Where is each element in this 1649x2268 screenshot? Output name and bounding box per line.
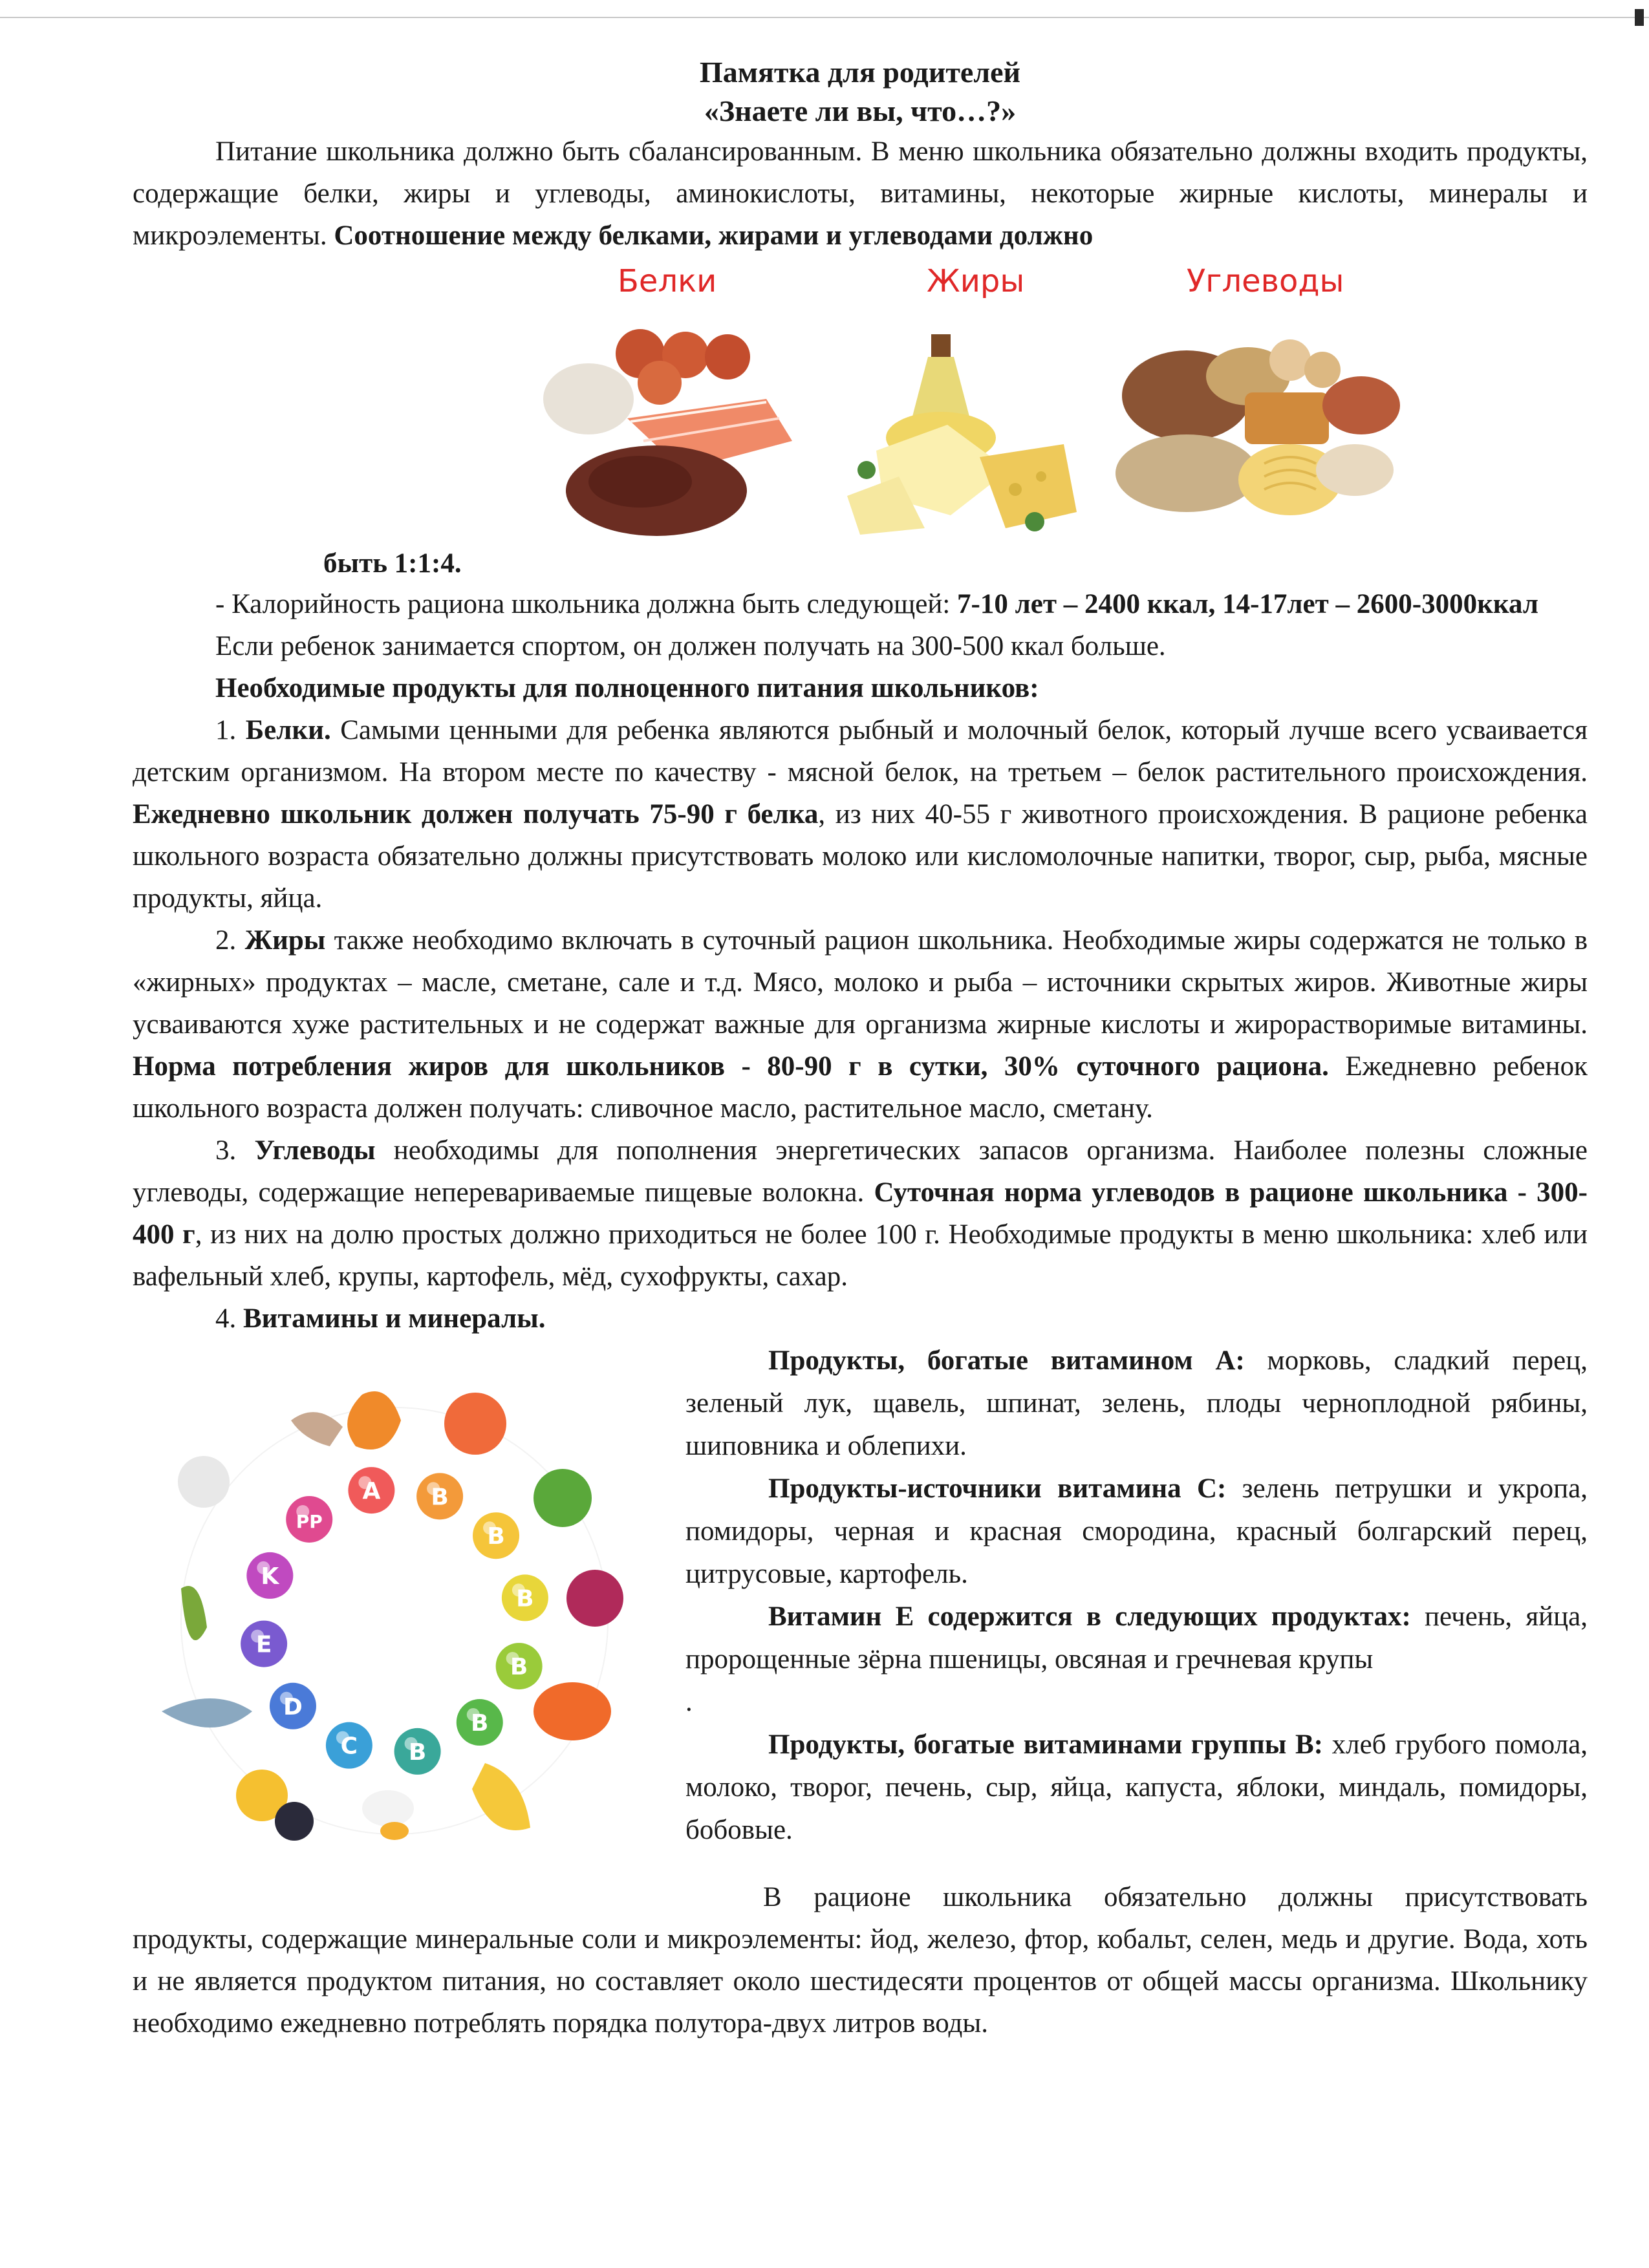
fats-food-image	[821, 321, 1093, 544]
vitamin-badge-letter: PP	[296, 1510, 323, 1532]
food-labels-row	[133, 257, 1588, 321]
scan-corner-mark	[1635, 9, 1644, 26]
vitamin-badge	[246, 1552, 293, 1599]
vitamin-a-paragraph: Продукты, богатые витамином А: морковь, сладкий перец, зеленый лук, щавель, шпинат, зелень, плоды черноплодной рябины, шиповника и облепихи.	[685, 1345, 1588, 1461]
minerals-paragraph: В рационе школьника обязательно должны присутствовать продукты, содержащие минеральные соли и микроэлементы: йод, железо, фтор, кобальт, селен, медь и другие. Вода, хоть и не является продуктом питания, но составляет около шестидесяти процентов от общей массы организма. Школьнику необходимо ежедневно потреблять порядка полутора-двух литров воды.	[133, 1882, 1588, 2038]
section-vitamins-heading: 4. Витамины и минералы.	[215, 1303, 546, 1334]
section-carbs: 3. Углеводы необходимы для пополнения энергетических запасов организма. Наиболее полезны сложные углеводы, содержащие неперевариваемые пищевые волокна. Суточная норма углеводов в рационе школьника - 300-400 г, из них на долю простых должно приходиться не более 100 г. Необходимые продукты в меню школьника: хлеб или вафельный хлеб, крупы, картофель, мёд, сухофрукты, сахар.	[133, 1135, 1588, 1292]
sport-paragraph: Если ребенок занимается спортом, он должен получать на 300-500 ккал больше.	[215, 631, 1166, 661]
vitamin-badge-letter: B	[471, 1710, 489, 1737]
label-proteins: Белки	[618, 263, 717, 299]
section-fats: 2. Жиры также необходимо включать в суточный рацион школьника. Необходимые жиры содержатся не только в «жирных» продуктах – масле, сметане, сале и т.д. Мясо, молоко и рыба – источники скрытых жиров. Животные жиры усваиваются хуже растительных и не содержат важные для организма жирные кислоты и жирорастворимые витамины. Норма потребления жиров для школьников - 80-90 г в сутки, 30% суточного рациона. Ежедневно ребенок школьного возраста должен получать: сливочное масло, растительное масло, сметану.	[133, 925, 1588, 1124]
vitamin-badge-letter: D	[283, 1693, 303, 1720]
intro-paragraph: Питание школьника должно быть сбалансированным. В меню школьника обязательно должны входить продукты, содержащие белки, жиры и углеводы, аминокислоты, витамины, некоторые жирные кислоты, минералы и микроэлементы. Соотношение между белками, жирами и углеводами должно	[133, 136, 1588, 251]
vitamin-badge-letter: B	[431, 1484, 449, 1511]
products-heading: Необходимые продукты для полноценного питания школьников:	[215, 673, 1039, 703]
vitamin-badge-letter: B	[510, 1654, 528, 1681]
label-fats: Жиры	[927, 263, 1025, 299]
vitamin-badge-letter: C	[340, 1733, 358, 1760]
scan-top-border	[0, 17, 1649, 18]
vitamin-b-paragraph: Продукты, богатые витаминами группы В: хлеб грубого помола, молоко, творог, печень, сыр, яйца, капуста, яблоки, миндаль, помидоры, бобовые.	[685, 1729, 1588, 1845]
vitamin-badge	[270, 1683, 316, 1729]
vitamin-badge	[241, 1621, 287, 1667]
vitamin-badge	[473, 1512, 519, 1559]
document-title: Памятка для родителей	[699, 56, 1021, 89]
vitamin-badges	[241, 1467, 548, 1775]
calories-paragraph: - Калорийность рациона школьника должна быть следующей: 7-10 лет – 2400 ккал, 14-17лет – 2600-3000ккал	[215, 589, 1538, 619]
vitamin-badge-letter: B	[516, 1585, 534, 1612]
vitamin-e-paragraph: Витамин Е содержится в следующих продуктах: печень, яйца, пророщенные зёрна пшеницы, овсяная и гречневая крупы	[685, 1601, 1588, 1674]
vitamin-badge-letter: B	[408, 1738, 427, 1766]
vitamin-badge	[416, 1473, 463, 1519]
vitamin-badge	[286, 1496, 332, 1543]
vitamin-badge	[348, 1467, 394, 1514]
label-carbs: Углеводы	[1187, 263, 1344, 299]
vitamin-badge	[496, 1643, 543, 1689]
section-proteins: 1. Белки. Самыми ценными для ребенка являются рыбный и молочный белок, который лучше всего усваивается детским организмом. На втором месте по качеству - мясной белок, на третьем – белок растительного происхождения. Ежедневно школьник должен получать 75-90 г белка, из них 40-55 г животного происхождения. В рационе ребенка школьного возраста обязательно должны присутствовать молоко или кисломолочные напитки, творог, сыр, рыба, мясные продукты, яйца.	[133, 715, 1588, 914]
document-subtitle: «Знаете ли вы, что…?»	[704, 94, 1017, 127]
vitamin-badge	[394, 1728, 441, 1775]
vitamins-wheel-image	[149, 1375, 640, 1867]
vitamins-text-column	[685, 1340, 1588, 1852]
vitamin-badge	[502, 1574, 548, 1621]
vitamin-badge-letter: B	[487, 1523, 505, 1550]
vitamin-badge	[457, 1699, 503, 1746]
proteins-food-image	[495, 321, 805, 544]
carbs-food-image	[1109, 321, 1406, 544]
ratio-line: быть 1:1:4.	[323, 548, 462, 579]
vitamin-e-dot: .	[685, 1687, 693, 1717]
vitamin-badge-letter: A	[362, 1478, 381, 1505]
vitamins-section	[133, 1340, 1588, 1876]
food-images-row	[133, 321, 1588, 544]
vitamin-badge	[326, 1722, 372, 1769]
vitamin-badge-letter: E	[255, 1631, 272, 1658]
document-page	[133, 53, 1588, 2044]
vitamin-badge-letter: K	[261, 1563, 279, 1590]
vitamin-c-paragraph: Продукты-источники витамина С: зелень петрушки и укропа, помидоры, черная и красная смородина, красный болгарский перец, цитрусовые, картофель.	[685, 1473, 1588, 1589]
